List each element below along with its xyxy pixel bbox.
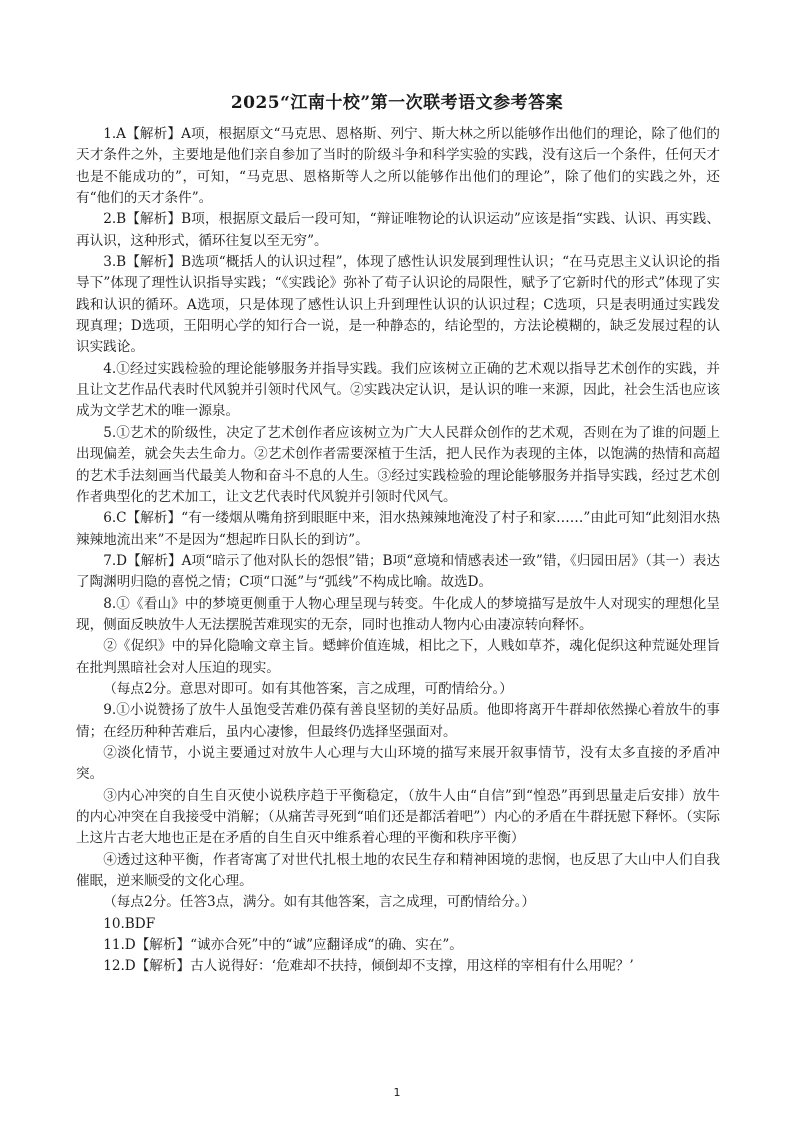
scoring-note: （每点2分。任答3点，满分。如有其他答案，言之成理，可酌情给分。）	[103, 894, 536, 911]
answer-paragraph: 7.D【解析】A项“暗示了他对队长的怨恨”错；B项“意境和情感表述一致”错，《归园田居》（其一）表达了陶渊明归隐的喜悦之情；C项“口涎”与“弧线”不构成比喻。故选D。	[76, 552, 720, 591]
page-number: 1	[393, 1086, 401, 1099]
answer-paragraph: 9.①小说赞扬了放牛人虽饱受苦难仍葆有善良坚韧的美好品质。他即将离开牛群却依然操心着放牛的事情；在经历种种苦难后，虽内心凄惨，但最终仍选择坚强面对。	[76, 702, 720, 740]
answer-paragraph: 1.A【解析】A项，根据原文“马克思、恩格斯、列宁、斯大林之所以能够作出他们的理论，除了他们的天才条件之外，主要地是他们亲自参加了当时的阶级斗争和科学实验的实践，没有这后一个条件，任何天才也是不能成功的”，可知，“马克思、恩格斯等人之所以能够作出他们的理论”，除了他们的实践之外，还有“他们的天才条件”。	[76, 126, 720, 207]
answer-paragraph: ④透过这种平衡，作者寄寓了对世代扎根土地的农民生存和精神困境的悲悯，也反思了大山中人们自我催眠，逆来顺受的文化心理。	[76, 851, 720, 890]
answer-paragraph: 5.①艺术的阶级性，决定了艺术创作者应该树立为广大人民群众创作的艺术观，否则在为了谁的问题上出现偏差，就会失去生命力。②艺术创作者需要深植于生活，把人民作为表现的主体，以饱满的热情和高超的艺术手法刻画当代最美人物和奋斗不息的人生。③经过实践检验的理论能够服务并指导实践，经过艺术创作者典型化的艺术加工，让文艺代表时代风貌并引领时代风气。	[76, 424, 720, 505]
answer-paragraph: ②淡化情节，小说主要通过对放牛人心理与大山环境的描写来展开叙事情节，没有太多直接的矛盾冲突。	[76, 744, 720, 783]
answer-paragraph: 8.①《看山》中的梦境更侧重于人物心理呈现与转变。牛化成人的梦境描写是放牛人对现实的理想化呈现，侧面反映放牛人无法摆脱苦难现实的无奈，同时也推动人物内心由凄凉转向释怀。	[76, 595, 720, 633]
answer-paragraph: 4.①经过实践检验的理论能够服务并指导实践。我们应该树立正确的艺术观以指导艺术创作的实践，并且让文艺作品代表时代风貌并引领时代风气。②实践决定认识，是认识的唯一来源，因此，社会生活也应该成为文学艺术的唯一源泉。	[76, 360, 720, 420]
answer-paragraph: 10.BDF	[103, 915, 156, 932]
answer-paragraph: 2.B【解析】B项，根据原文最后一段可知，“辩证唯物论的认识运动”应该是指“实践、认识、再实践、再认识，这种形式，循环往复以至无穷”。	[76, 211, 720, 249]
answer-content	[76, 124, 720, 978]
scoring-note: （每点2分。意思对即可。如有其他答案，言之成理，可酌情给分。）	[103, 680, 513, 697]
answer-paragraph: 6.C【解析】“有一缕烟从嘴角挤到眼眶中来，泪水热辣辣地淹没了村子和家……”由此可知“此刻泪水热辣辣地流出来”不是因为“想起昨日队长的到访”。	[76, 510, 720, 548]
answer-paragraph: 3.B【解析】B选项“概括人的认识过程”，体现了感性认识发展到理性认识；“在马克思主义认识论的指导下”体现了理性认识指导实践；“《实践论》弥补了荀子认识论的局限性，赋予了它新时代的形式”体现了实践和认识的循环。A选项，只是体现了感性认识上升到理性认识的认识过程；C选项，只是表明通过实践发现真理；D选项，王阳明心学的知行合一说，是一种静态的，结论型的，方法论模糊的，缺乏发展过程的认识实践论。	[76, 254, 720, 356]
answer-paragraph: ③内心冲突的自生自灭使小说秩序趋于平衡稳定，（放牛人由“自信”到“惶恐”再到思量走后安排）放牛的内心冲突在自我接受中消解；（从痛苦寻死到“咱们还是都活着吧”）内心的矛盾在牛群抚慰下释怀。（实际上这片古老大地也正是在矛盾的自生自灭中维系着心理的平衡和秩序平衡）	[76, 787, 720, 847]
answer-paragraph: 11.D【解析】“诚亦合死”中的“诚”应翻译成“的确、实在”。	[103, 937, 463, 954]
answer-paragraph: 12.D【解析】古人说得好：‘危难却不扶持，倾倒却不支撑，用这样的宰相有什么用呢？’	[103, 958, 634, 975]
answer-paragraph: ②《促织》中的异化隐喻文章主旨。蟋蟀价值连城，相比之下，人贱如草芥，魂化促织这种荒诞处理旨在批判黑暗社会对人压迫的现实。	[76, 638, 720, 676]
page-title: 2025“江南十校”第一次联考语文参考答案	[230, 93, 564, 113]
